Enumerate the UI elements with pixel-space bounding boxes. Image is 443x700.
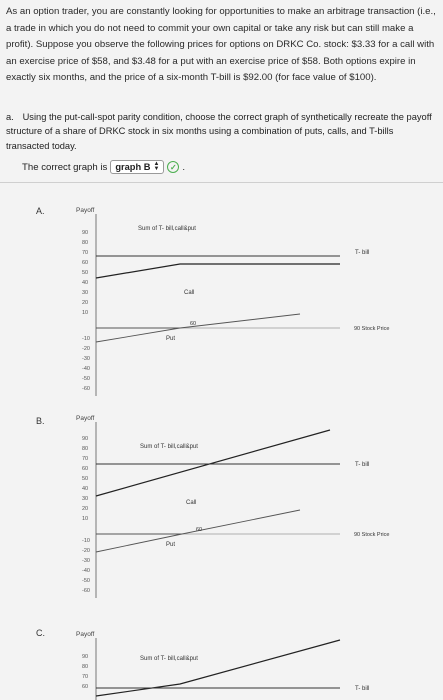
svg-text:60: 60	[82, 684, 89, 690]
svg-text:-60: -60	[82, 386, 90, 392]
part-a	[6, 110, 436, 153]
graph-a-y-ticks-neg	[82, 336, 90, 392]
graph-a-strike-label: 60	[190, 321, 197, 327]
svg-text:30: 30	[82, 496, 89, 502]
svg-text:90: 90	[82, 654, 89, 660]
svg-text:60: 60	[82, 466, 89, 472]
part-a-text: Using the put-call-spot parity condition, choose the correct graph of synthetically recreate the payoff structure of a share of DRKC stock in six months using a combination of puts, calls, and T-bills transacted today.	[6, 112, 432, 151]
svg-text:70: 70	[82, 674, 89, 680]
svg-text:-60: -60	[82, 588, 90, 594]
svg-text:80: 80	[82, 664, 89, 670]
svg-text:90: 90	[82, 436, 89, 442]
graph-c	[0, 610, 443, 700]
graph-b-strike-label: 60	[196, 527, 203, 533]
svg-text:70: 70	[82, 250, 89, 256]
svg-text:-20: -20	[82, 346, 90, 352]
graph-a-put-label: Put	[166, 336, 176, 342]
graph-b-label: B.	[36, 416, 45, 426]
graph-a-sum-label: Sum of T- bill,call&put	[138, 226, 196, 232]
svg-text:60: 60	[82, 260, 89, 266]
svg-text:80: 80	[82, 446, 89, 452]
svg-text:30: 30	[82, 290, 89, 296]
graph-a-tbill-label: T- bill	[355, 250, 370, 256]
svg-text:50: 50	[82, 476, 89, 482]
graph-c-tbill-label: T- bill	[355, 686, 370, 692]
graph-a-x-axis-label: 90 Stock Price	[354, 326, 390, 332]
graph-b-tbill-label: T- bill	[355, 462, 370, 468]
svg-text:-40: -40	[82, 568, 90, 574]
graph-a-y-title: Payoff	[76, 207, 95, 214]
problem-intro: As an option trader, you are constantly looking for opportunities to make an arbitrage transaction (i.e., a trade in which you do not need to commit your own capital or take any risk but can still make a profit). Suppose you observe the following prices for options on DRKC Co. stock: $3.33 for a call with an exercise price of $58, and $3.48 for a put with an exercise price of $58. Both options expire in exactly six months, and the price of a six-month T-bill is $92.00 (for face value of $100).	[6, 6, 436, 84]
graph-b	[0, 400, 443, 600]
svg-text:20: 20	[82, 506, 89, 512]
graph-c-y-ticks-pos	[82, 654, 88, 690]
graph-c-y-title: Payoff	[76, 631, 95, 638]
svg-text:-50: -50	[82, 376, 90, 382]
svg-text:10: 10	[82, 516, 89, 522]
dropdown-arrows-icon: ▲ ▼	[153, 161, 160, 172]
svg-text:40: 40	[82, 486, 89, 492]
part-a-question	[6, 110, 436, 153]
graph-select-dropdown[interactable]	[110, 160, 164, 174]
svg-text:10: 10	[82, 310, 89, 316]
graph-a-y-ticks-pos	[82, 230, 88, 316]
graph-b-put-label: Put	[166, 542, 176, 548]
graph-a-sum-line	[96, 264, 340, 278]
answer-suffix: .	[182, 161, 186, 173]
svg-text:20: 20	[82, 300, 89, 306]
graph-a	[0, 190, 443, 400]
svg-text:50: 50	[82, 270, 89, 276]
part-a-tag: a.	[6, 112, 14, 122]
svg-text:-50: -50	[82, 578, 90, 584]
graph-b-sum-label: Sum of T- bill,call&put	[140, 444, 198, 450]
svg-text:80: 80	[82, 240, 89, 246]
svg-text:-10: -10	[82, 336, 90, 342]
divider	[0, 182, 443, 183]
graph-a-call-label: Call	[184, 290, 195, 296]
graph-b-y-title: Payoff	[76, 415, 95, 422]
svg-text:-30: -30	[82, 356, 90, 362]
graph-b-x-axis-label: 90 Stock Price	[354, 532, 390, 538]
graph-options	[0, 190, 443, 700]
svg-text:90: 90	[82, 230, 89, 236]
graph-a-call-line	[96, 314, 300, 328]
svg-text:-10: -10	[82, 538, 90, 544]
graph-b-y-ticks-neg	[82, 538, 90, 594]
svg-text:-40: -40	[82, 366, 90, 372]
graph-a-label: A.	[36, 206, 45, 216]
graph-c-label: C.	[36, 628, 45, 638]
svg-text:70: 70	[82, 456, 89, 462]
correct-check-icon: ✓	[167, 161, 179, 173]
answer-prefix: The correct graph is	[22, 161, 108, 173]
graph-select-value: graph B	[115, 162, 151, 172]
svg-text:-20: -20	[82, 548, 90, 554]
svg-text:-30: -30	[82, 558, 90, 564]
graph-b-call-label: Call	[186, 500, 197, 506]
graph-c-sum-label: Sum of T- bill,call&put	[140, 656, 198, 662]
graph-b-y-ticks-pos	[82, 436, 88, 522]
answer-row	[22, 160, 185, 174]
svg-text:40: 40	[82, 280, 89, 286]
graph-b-sum-line	[96, 430, 330, 496]
